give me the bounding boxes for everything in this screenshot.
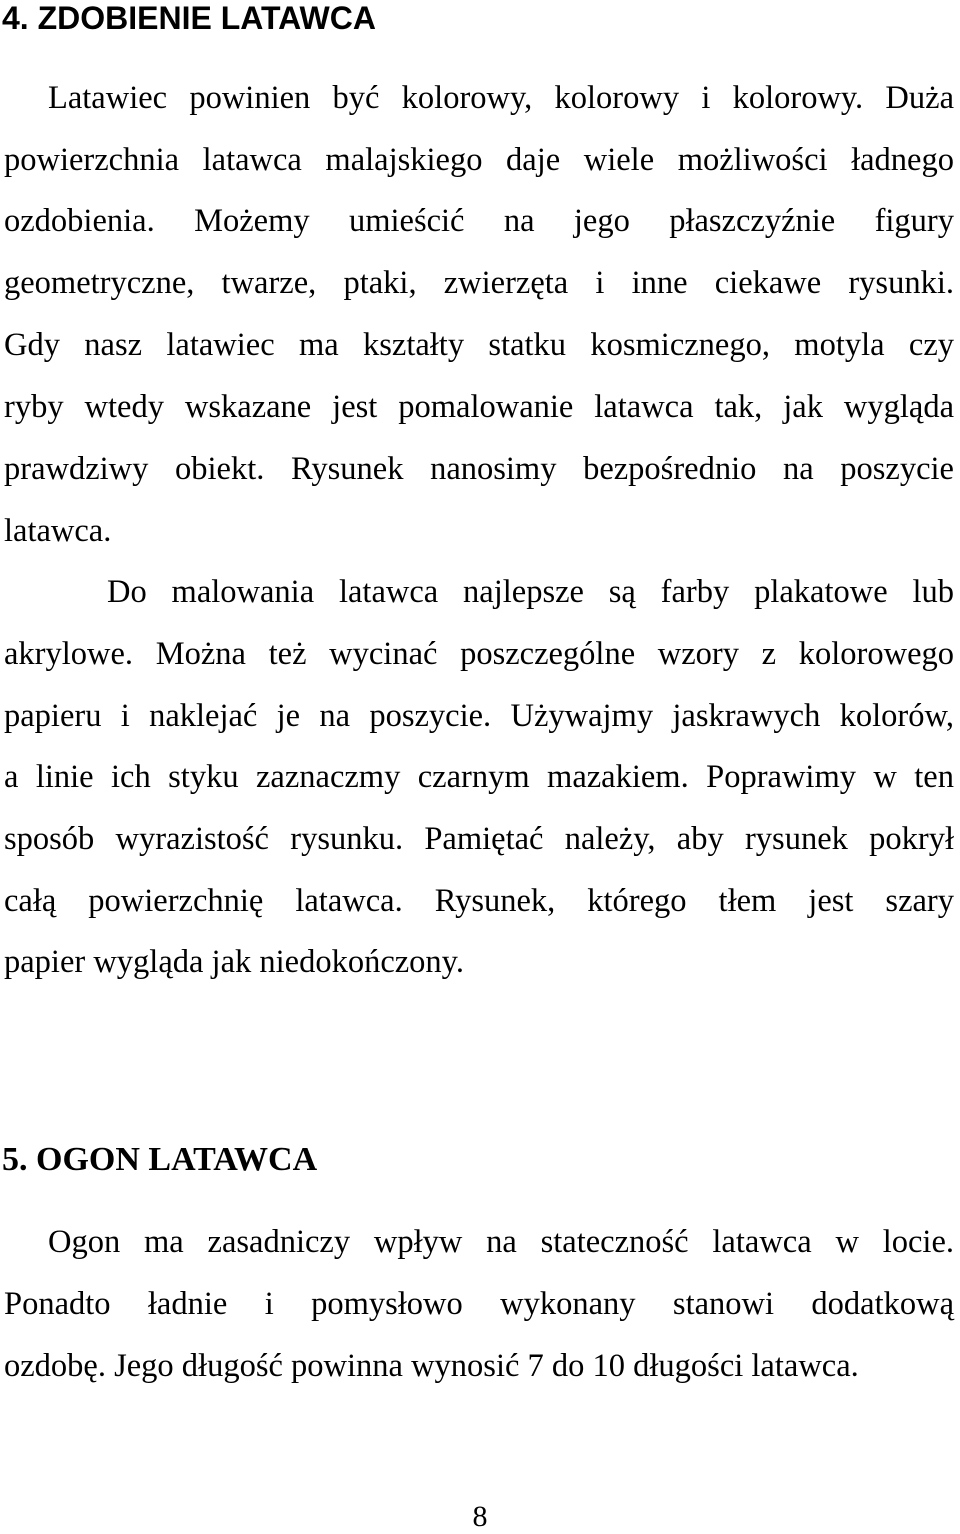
paragraph-line: papieru i naklejać je na poszycie. Używajmy jaskrawych kolorów, <box>4 698 954 734</box>
paragraph-line: Do malowania latawca najlepsze są farby plakatowe lub <box>107 574 954 610</box>
page-number: 8 <box>472 1500 488 1533</box>
paragraph-line: papier wygląda jak niedokończony. <box>4 944 464 980</box>
paragraph-line: ozdobę. Jego długość powinna wynosić 7 do 10 długości latawca. <box>4 1348 859 1384</box>
paragraph-line: powierzchnia latawca malajskiego daje wiele możliwości ładnego <box>4 142 954 178</box>
paragraph-line: latawca. <box>4 513 112 549</box>
paragraph-line: ozdobienia. Możemy umieścić na jego płaszczyźnie figury <box>4 203 954 239</box>
paragraph-line: Ogon ma zasadniczy wpływ na stateczność latawca w locie. <box>48 1224 954 1260</box>
section-4-heading: 4. ZDOBIENIE LATAWCA <box>2 0 376 36</box>
paragraph-line: ryby wtedy wskazane jest pomalowanie latawca tak, jak wygląda <box>4 389 954 425</box>
paragraph-line: geometryczne, twarze, ptaki, zwierzęta i inne ciekawe rysunki. <box>4 265 954 301</box>
paragraph-line: sposób wyrazistość rysunku. Pamiętać należy, aby rysunek pokrył <box>4 821 954 857</box>
paragraph-line: Ponadto ładnie i pomysłowo wykonany stanowi dodatkową <box>4 1286 954 1322</box>
paragraph-line: całą powierzchnię latawca. Rysunek, którego tłem jest szary <box>4 883 954 919</box>
paragraph-line: akrylowe. Można też wycinać poszczególne wzory z kolorowego <box>4 636 954 672</box>
paragraph-line: Latawiec powinien być kolorowy, kolorowy i kolorowy. Duża <box>48 80 954 116</box>
paragraph-line: prawdziwy obiekt. Rysunek nanosimy bezpośrednio na poszycie <box>4 451 954 487</box>
section-5-heading: 5. OGON LATAWCA <box>2 1141 318 1178</box>
paragraph-line: Gdy nasz latawiec ma kształty statku kosmicznego, motyla czy <box>4 327 954 363</box>
paragraph-line: a linie ich styku zaznaczmy czarnym mazakiem. Poprawimy w ten <box>4 759 954 795</box>
